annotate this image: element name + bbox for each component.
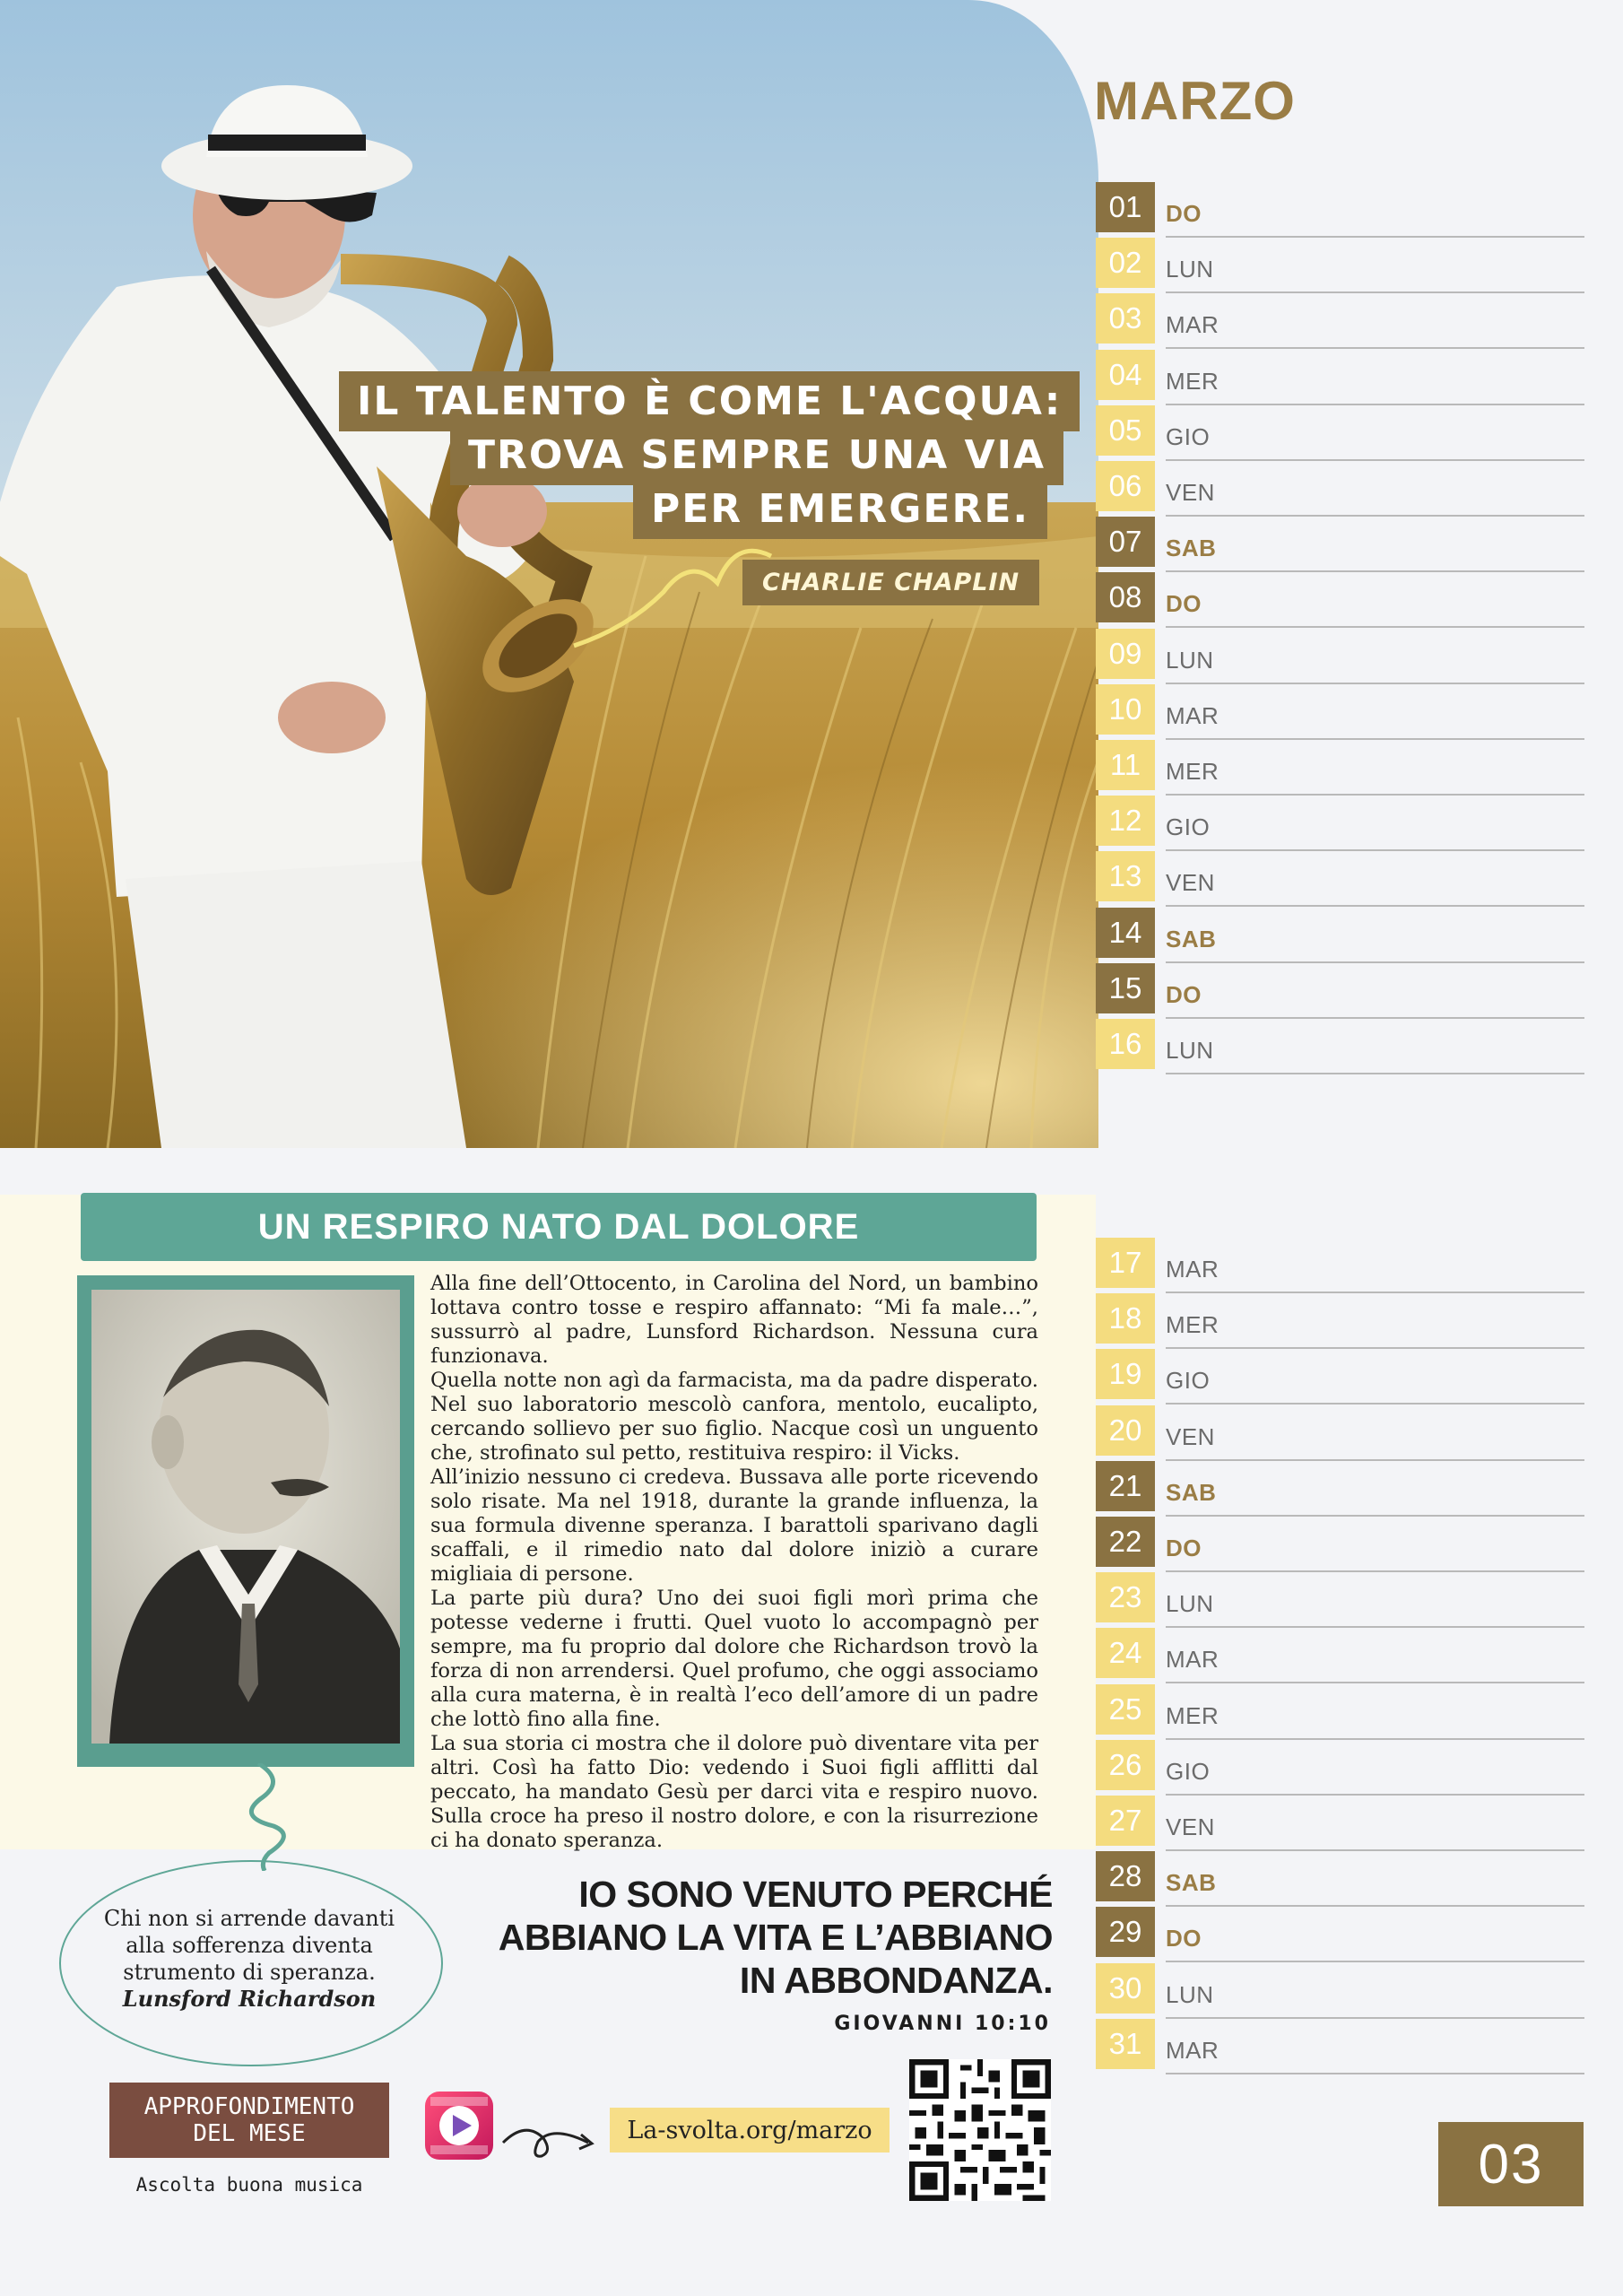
day-name: GIO <box>1166 1367 1211 1395</box>
day-name: DO <box>1166 590 1202 618</box>
approfondimento-line-1: APPROFONDIMENTO <box>143 2093 355 2120</box>
story-paragraph: All’inizio nessuno ci credeva. Bussava alle porte ricevendo solo risate. Ma nel 1918, durante la grande influenza, la sua formula divenne speranza. I barattoli sparivano dagli scaffali, e il rimedio nato dal dolore iniziò a curare migliaia di persone. <box>430 1465 1038 1586</box>
day-number: 22 <box>1096 1517 1155 1567</box>
day-row <box>1096 908 1584 958</box>
verse-line-2: ABBIANO LA VITA E L’ABBIANO <box>498 1917 1053 1958</box>
day-name: MAR <box>1166 311 1219 339</box>
day-row <box>1096 572 1584 622</box>
day-row <box>1096 851 1584 901</box>
day-number: 20 <box>1096 1405 1155 1456</box>
day-name: VEN <box>1166 1422 1215 1450</box>
qr-code-icon[interactable] <box>909 2059 1051 2201</box>
page-number: 03 <box>1438 2122 1584 2206</box>
day-name: MER <box>1166 758 1219 785</box>
bubble-quote: Chi non si arrende davanti alla sofferenza diventa strumento di speranza. <box>103 1906 395 1985</box>
day-name: LUN <box>1166 256 1214 283</box>
day-name: VEN <box>1166 869 1215 897</box>
day-name: GIO <box>1166 813 1211 841</box>
day-name: GIO <box>1166 422 1211 450</box>
quote-bubble-text <box>82 1905 416 2013</box>
day-row <box>1096 1238 1584 1288</box>
day-number: 25 <box>1096 1684 1155 1735</box>
story-title: UN RESPIRO NATO DAL DOLORE <box>257 1206 860 1247</box>
day-number: 18 <box>1096 1293 1155 1344</box>
day-name: MAR <box>1166 1256 1219 1283</box>
story-paragraph: La sua storia ci mostra che il dolore può diventare vita per altri. Così ha fatto Dio: vedendo i Suoi figli afflitti dal peccato, ha mandato Gesù per darci vita e respiro nuovo. Sulla croce ha preso il nostro dolore, e con la risurrezione ci ha donato speranza. <box>430 1732 1038 1852</box>
day-number: 29 <box>1096 1907 1155 1957</box>
day-number: 02 <box>1096 238 1155 288</box>
video-play-icon[interactable] <box>423 2090 495 2161</box>
day-name: SAB <box>1166 1478 1217 1506</box>
day-number: 14 <box>1096 908 1155 958</box>
day-name: DO <box>1166 1535 1202 1561</box>
day-number: 01 <box>1096 182 1155 232</box>
day-row <box>1096 1628 1584 1678</box>
day-number: 07 <box>1096 517 1155 567</box>
day-row <box>1096 684 1584 735</box>
squiggle-connector <box>242 1763 314 1871</box>
day-name: GIO <box>1166 1757 1211 1785</box>
day-row <box>1096 740 1584 790</box>
day-divider <box>1166 1073 1584 1074</box>
day-name: LUN <box>1166 1590 1214 1618</box>
day-row <box>1096 2019 1584 2069</box>
day-number: 11 <box>1096 740 1155 790</box>
story-body <box>430 1272 1038 1853</box>
day-row <box>1096 405 1584 456</box>
day-number: 27 <box>1096 1796 1155 1846</box>
day-name: MER <box>1166 1701 1219 1729</box>
day-name: MAR <box>1166 701 1219 729</box>
day-row <box>1096 461 1584 511</box>
day-number: 16 <box>1096 1019 1155 1069</box>
day-row <box>1096 1907 1584 1957</box>
day-name: MAR <box>1166 1646 1219 1674</box>
day-name: LUN <box>1166 1980 1214 2008</box>
story-paragraph: La parte più dura? Uno dei suoi figli morì prima che potesse vederne i frutti. Quel vuoto lo accompagnò per sempre, ma fu proprio dal dolore che Richardson trovò la forza di non arrendersi. Quel profumo, che oggi associamo alla cura materna, è in realtà l’eco dell’amore di un padre che lottò fino alla fine. <box>430 1587 1038 1731</box>
day-number: 19 <box>1096 1349 1155 1399</box>
day-row <box>1096 1461 1584 1511</box>
day-number: 15 <box>1096 963 1155 1013</box>
day-row <box>1096 1851 1584 1901</box>
day-number: 31 <box>1096 2019 1155 2069</box>
verse-line-3: IN ABBONDANZA. <box>739 1960 1053 2001</box>
quote-line-1: IL TALENTO È COME L'ACQUA: <box>339 371 1080 431</box>
day-row <box>1096 182 1584 232</box>
day-number: 10 <box>1096 684 1155 735</box>
day-number: 23 <box>1096 1572 1155 1622</box>
approfondimento-subtitle: Ascolta buona musica <box>135 2174 363 2196</box>
approfondimento-box <box>109 2083 389 2158</box>
day-row <box>1096 629 1584 679</box>
day-row <box>1096 1796 1584 1846</box>
day-row <box>1096 1572 1584 1622</box>
quote-line-2: TROVA SEMPRE UNA VIA <box>450 425 1063 485</box>
day-name: MAR <box>1166 2036 1219 2064</box>
day-number: 04 <box>1096 350 1155 400</box>
day-number: 08 <box>1096 572 1155 622</box>
day-row <box>1096 1019 1584 1069</box>
day-row <box>1096 1349 1584 1399</box>
day-row <box>1096 1405 1584 1456</box>
day-number: 06 <box>1096 461 1155 511</box>
bible-verse <box>484 1873 1053 2002</box>
quote-author: CHARLIE CHAPLIN <box>742 560 1039 605</box>
day-number: 09 <box>1096 629 1155 679</box>
day-name: SAB <box>1166 1869 1217 1897</box>
day-number: 12 <box>1096 796 1155 846</box>
day-number: 21 <box>1096 1461 1155 1511</box>
day-row <box>1096 1740 1584 1790</box>
month-title: MARZO <box>1094 71 1296 131</box>
day-row <box>1096 796 1584 846</box>
month-link[interactable]: La-svolta.org/marzo <box>610 2108 890 2152</box>
day-name: VEN <box>1166 1813 1215 1840</box>
verse-line-1: IO SONO VENUTO PERCHÉ <box>578 1874 1053 1915</box>
day-row <box>1096 963 1584 1013</box>
approfondimento-line-2: DEL MESE <box>193 2120 306 2147</box>
day-number: 03 <box>1096 293 1155 344</box>
day-name: VEN <box>1166 479 1215 506</box>
quote-line-3: PER EMERGERE. <box>633 479 1047 539</box>
day-name: SAB <box>1166 535 1217 562</box>
day-name: MER <box>1166 1311 1219 1339</box>
day-name: LUN <box>1166 1037 1214 1064</box>
day-number: 17 <box>1096 1238 1155 1288</box>
story-paragraph: Alla fine dell’Ottocento, in Carolina del Nord, un bambino lottava contro tosse e respiro affannato: “Mi fa male…”, sussurrò al padre, Lunsford Richardson. Nessuna cura funzionava. <box>430 1272 1038 1368</box>
day-divider <box>1166 2073 1584 2074</box>
day-number: 05 <box>1096 405 1155 456</box>
day-row <box>1096 1517 1584 1567</box>
day-number: 30 <box>1096 1963 1155 2013</box>
day-row <box>1096 1293 1584 1344</box>
day-row <box>1096 1963 1584 2013</box>
day-row <box>1096 350 1584 400</box>
day-row <box>1096 517 1584 567</box>
day-name: LUN <box>1166 646 1214 674</box>
day-name: DO <box>1166 200 1202 227</box>
story-paragraph: Quella notte non agì da farmacista, ma da padre disperato. Nel suo laboratorio mescolò canfora, mentolo, eucalipto, cercando sollievo per suo figlio. Nacque così un unguento che, strofinato sul petto, restituiva respiro: il Vicks. <box>430 1369 1038 1465</box>
day-name: DO <box>1166 1925 1202 1952</box>
day-row <box>1096 238 1584 288</box>
day-number: 26 <box>1096 1740 1155 1790</box>
day-number: 24 <box>1096 1628 1155 1678</box>
day-row <box>1096 293 1584 344</box>
day-row <box>1096 1684 1584 1735</box>
curly-arrow-icon <box>499 2111 606 2165</box>
day-name: DO <box>1166 980 1202 1008</box>
day-number: 13 <box>1096 851 1155 901</box>
day-number: 28 <box>1096 1851 1155 1901</box>
portrait-photo <box>91 1290 400 1744</box>
day-name: MER <box>1166 367 1219 395</box>
day-name: SAB <box>1166 925 1217 952</box>
verse-reference: GIOVANNI 10:10 <box>834 2013 1051 2035</box>
bubble-author: Lunsford Richardson <box>122 1986 377 2012</box>
